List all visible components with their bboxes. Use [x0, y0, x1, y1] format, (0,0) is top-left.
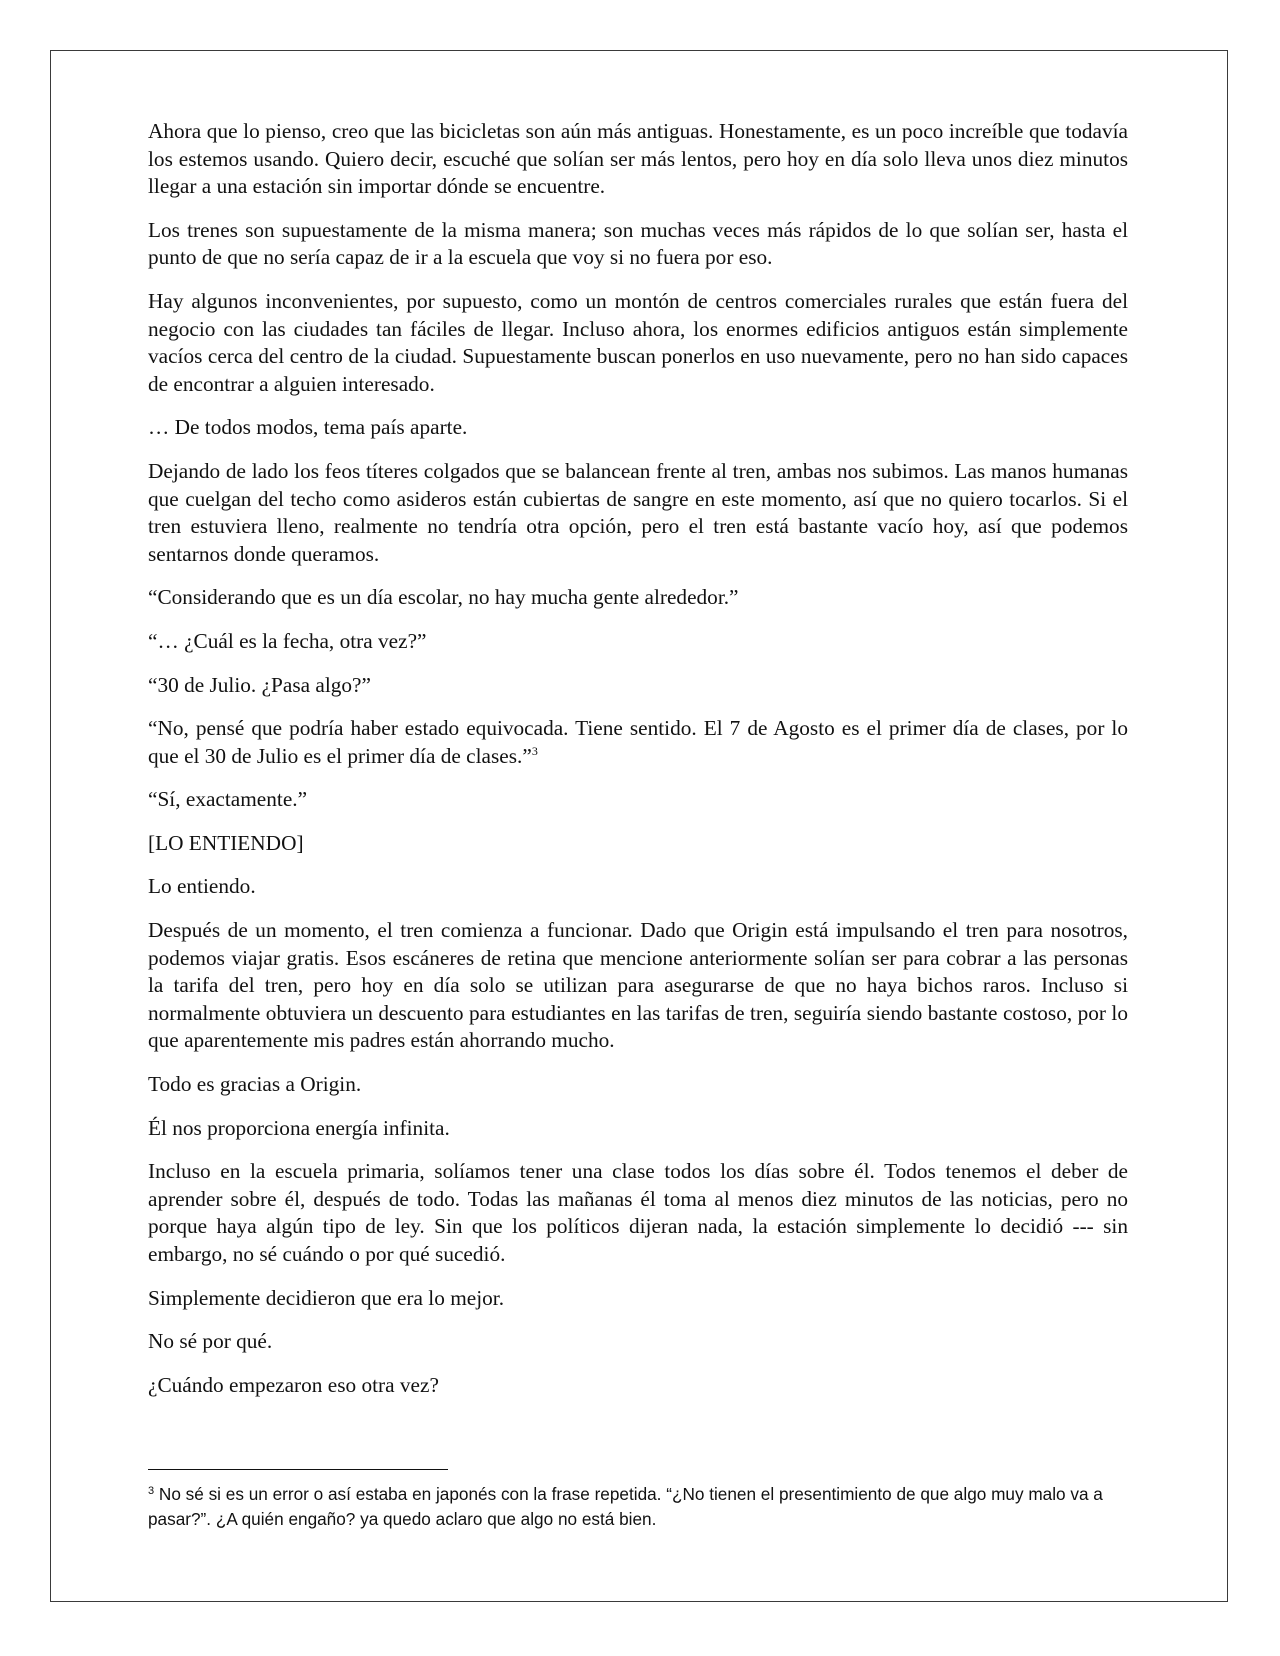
footnote-number: 3	[148, 1485, 155, 1497]
paragraph-7: Después de un momento, el tren comienza a funcionar. Dado que Origin está impulsando el tren para nosotros, podemos viajar gratis. Esos escáneres de retina que mencione anteriormente solían ser para cobrar a las personas la tarifa del tren, pero hoy en día solo se utilizan para asegurarse de que no haya bichos raros. Incluso si normalmente obtuviera un descuento para estudiantes en las tarifas de tren, seguiría siendo bastante costoso, por lo que aparentemente mis padres están ahorrando mucho.	[148, 918, 1128, 1053]
paragraph-2: Los trenes son supuestamente de la misma manera; son muchas veces más rápidos de lo que solían ser, hasta el punto de que no sería capaz de ir a la escuela que voy si no fuera por eso.	[148, 217, 1128, 270]
dialogue-1: “Considerando que es un día escolar, no hay mucha gente alrededor.”	[148, 585, 739, 610]
dialogue-3: “30 de Julio. ¿Pasa algo?”	[148, 672, 371, 697]
paragraph-6: Lo entiendo.	[148, 874, 256, 899]
footnote-separator	[148, 1469, 448, 1470]
paragraph-3: Hay algunos inconvenientes, por supuesto, como un montón de centros comerciales rurales que están fuera del negocio con las ciudades tan fáciles de llegar. Incluso ahora, los enormes edificios antiguos están simplemente vacíos cerca del centro de la ciudad. Supuestamente buscan ponerlos en uso nuevamente, pero no han sido capaces de encontrar a alguien interesado.	[148, 288, 1128, 396]
dialogue-4-text: “No, pensé que podría haber estado equivocada. Tiene sentido. El 7 de Agosto es el primer día de clases, por lo que el 30 de Julio es el primer día de clases.”	[148, 716, 1128, 768]
paragraph-11: Simplemente decidieron que era lo mejor.	[148, 1285, 505, 1310]
document-body	[148, 118, 1128, 1415]
paragraph-8: Todo es gracias a Origin.	[148, 1072, 362, 1097]
paragraph-4: … De todos modos, tema país aparte.	[148, 415, 468, 440]
system-message: [LO ENTIENDO]	[148, 830, 304, 855]
paragraph-10: Incluso en la escuela primaria, solíamos tener una clase todos los días sobre él. Todos tenemos el deber de aprender sobre él, después de todo. Todas las mañanas él toma al menos diez minutos de las noticias, pero no porque haya algún tipo de ley. Sin que los políticos dijeran nada, la estación simplemente lo decidió --- sin embargo, no sé cuándo o por qué sucedió.	[148, 1159, 1128, 1266]
footnote-text: No sé si es un error o así estaba en japonés con la frase repetida. “¿No tienen el presentimiento de que algo muy malo va a pasar?”. ¿A quién engaño? ya quedo aclaro que algo no está bien.	[148, 1484, 1103, 1529]
dialogue-4	[148, 715, 1128, 770]
paragraph-12: No sé por qué.	[148, 1329, 273, 1354]
dialogue-5: “Sí, exactamente.”	[148, 787, 308, 812]
paragraph-9: Él nos proporciona energía infinita.	[148, 1115, 450, 1140]
dialogue-2: “… ¿Cuál es la fecha, otra vez?”	[148, 628, 427, 653]
paragraph-13: ¿Cuándo empezaron eso otra vez?	[148, 1372, 439, 1397]
paragraph-5: Dejando de lado los feos títeres colgados que se balancean frente al tren, ambas nos subimos. Las manos humanas que cuelgan del techo como asideros están cubiertas de sangre en este momento, así que no quiero tocarlos. Si el tren estuviera lleno, realmente no tendría otra opción, pero el tren está bastante vacío hoy, así que podemos sentarnos donde queramos.	[148, 458, 1128, 566]
footnote	[148, 1482, 1128, 1532]
paragraph-1: Ahora que lo pienso, creo que las bicicletas son aún más antiguas. Honestamente, es un poco increíble que todavía los estemos usando. Quiero decir, escuché que solían ser más lentos, pero hoy en día solo lleva unos diez minutos llegar a una estación sin importar dónde se encuentre.	[148, 119, 1128, 199]
footnote-reference[interactable]: 3	[531, 743, 538, 758]
